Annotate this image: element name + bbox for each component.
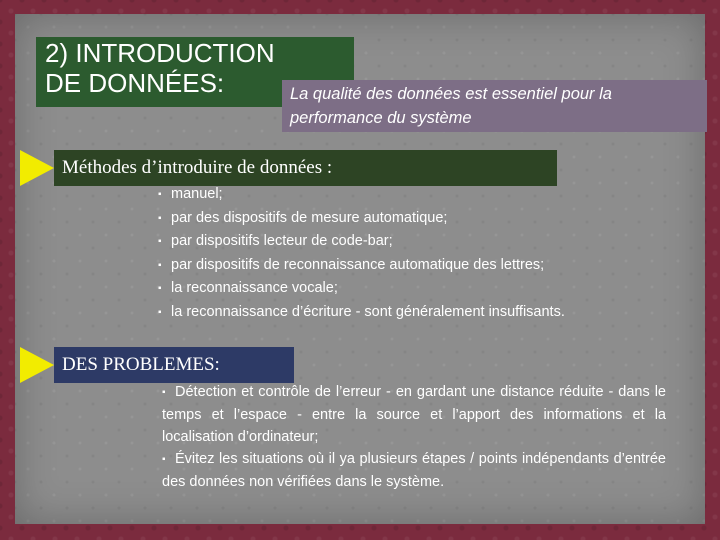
bullet-icon: ▪ — [158, 259, 162, 271]
bullet-icon: ▪ — [158, 189, 162, 200]
list-item — [158, 301, 698, 325]
list-item — [158, 230, 698, 254]
list-item — [158, 207, 698, 231]
bullet-icon: ▪ — [158, 283, 162, 294]
list-item-text: par dispositifs de reconnaissance automatique des lettres; — [171, 256, 545, 273]
list-item — [162, 448, 666, 493]
list-item-text: par des dispositifs de mesure automatique; — [171, 209, 448, 226]
list-item-text: la reconnaissance d’écriture - sont généralement insuffisants. — [171, 303, 565, 320]
methods-heading: Méthodes d’introduire de données : — [54, 150, 557, 186]
list-item-text: Évitez les situations où il ya plusieurs étapes / points indépendants d’entrée des données non vérifiées dans le système. — [162, 451, 666, 490]
problems-heading: DES PROBLEMES: — [54, 347, 294, 383]
methods-list — [158, 183, 698, 324]
list-item-text: par dispositifs lecteur de code-bar; — [171, 233, 393, 249]
bullet-icon: ▪ — [158, 212, 162, 224]
quality-note: La qualité des données est essentiel pour la performance du système — [290, 85, 612, 127]
list-item-text: la reconnaissance vocale; — [171, 280, 338, 296]
arrow-icon — [20, 347, 54, 383]
list-item — [158, 277, 698, 301]
list-item — [162, 381, 666, 448]
bullet-icon: ▪ — [162, 387, 166, 398]
list-item — [158, 254, 698, 278]
problems-list — [162, 381, 666, 493]
bullet-icon: ▪ — [158, 236, 162, 247]
arrow-icon — [20, 150, 54, 186]
list-item-text: manuel; — [171, 186, 223, 202]
slide-title: 2) INTRODUCTION DE DONNÉES: — [45, 38, 275, 98]
bullet-icon: ▪ — [158, 306, 162, 318]
bullet-icon: ▪ — [162, 454, 166, 465]
list-item-text: Détection et contrôle de l’erreur - en gardant une distance réduite - dans le temps et l’espace - entre la source et l’apport des informations et la localisation d’ordinateur; — [162, 384, 666, 445]
list-item — [158, 183, 698, 207]
